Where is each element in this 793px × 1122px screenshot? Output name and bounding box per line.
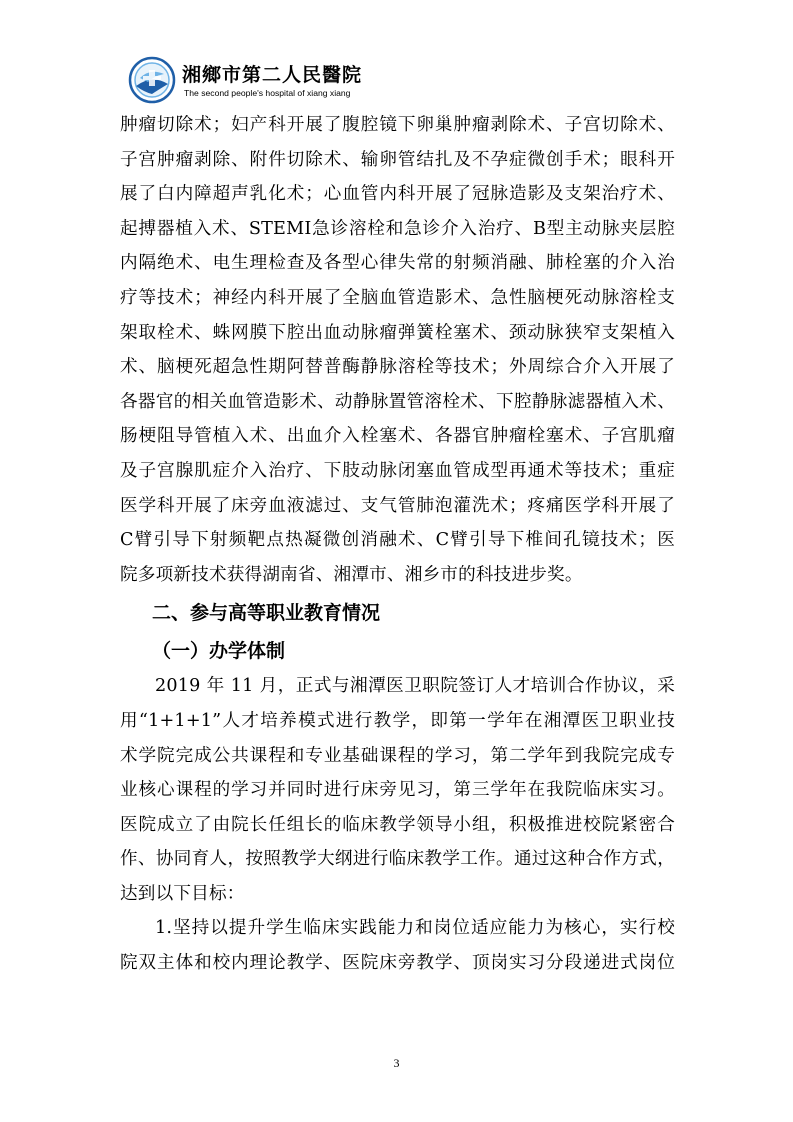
document-body <box>120 108 675 981</box>
text-line: 肠梗阻导管植入术、出血介入栓塞术、各器官肿瘤栓塞术、子宫肌瘤 <box>120 426 675 447</box>
subsection-heading: （一）办学体制 <box>152 640 286 663</box>
text-line: 术学院完成公共课程和专业基础课程的学习，第二学年到我院完成专 <box>120 745 675 766</box>
text-line: 1.坚持以提升学生临床实践能力和岗位适应能力为核心，实行校 <box>155 918 675 939</box>
text-line: 架取栓术、蛛网膜下腔出血动脉瘤弹簧栓塞术、颈动脉狭窄支架植入 <box>120 322 675 343</box>
text-line: 作、协同育人，按照教学大纲进行临床教学工作。通过这种合作方式， <box>120 849 675 870</box>
text-line: 医学科开展了床旁血液滤过、支气管肺泡灌洗术；疼痛医学科开展了 <box>120 495 675 516</box>
page-number: 3 <box>393 1056 400 1070</box>
text-line: 疗等技术；神经内科开展了全脑血管造影术、急性脑梗死动脉溶栓支 <box>120 287 675 308</box>
text-line: 内隔绝术、电生理检查及各型心律失常的射频消融、肺栓塞的介入治 <box>120 253 675 274</box>
paragraph-new-techniques <box>120 108 675 592</box>
hospital-name: 湘鄉市第二人民醫院 <box>182 64 363 86</box>
text-line: 及子宫腺肌症介入治疗、下肢动脉闭塞血管成型再通术等技术；重症 <box>120 460 675 481</box>
text-line: C臂引导下射频靶点热凝微创消融术、C臂引导下椎间孔镜技术；医 <box>120 530 675 551</box>
text-line: 达到以下目标： <box>120 883 245 904</box>
text-line: 业核心课程的学习并同时进行床旁见习，第三学年在我院临床实习。 <box>120 780 675 801</box>
text-line: 院多项新技术获得湖南省、湘潭市、湘乡市的科技进步奖。 <box>120 564 583 585</box>
text-line: 起搏器植入术、STEMI急诊溶栓和急诊介入治疗、B型主动脉夹层腔 <box>120 218 675 239</box>
text-line: 各器官的相关血管造影术、动静脉置管溶栓术、下腔静脉滤器植入术、 <box>120 391 675 412</box>
text-line: 术、脑梗死超急性期阿替普酶静脉溶栓等技术；外周综合介入开展了 <box>120 357 675 378</box>
text-line: 展了白内障超声乳化术；心血管内科开展了冠脉造影及支架治疗术、 <box>120 184 675 205</box>
text-line: 肿瘤切除术；妇产科开展了腹腔镜下卵巢肿瘤剥除术、子宫切除术、 <box>120 115 675 135</box>
text-line: 院双主体和校内理论教学、医院床旁教学、顶岗实习分段递进式岗位 <box>120 953 675 974</box>
page-header <box>128 56 448 106</box>
text-line: 用“1+1+1”人才培养模式进行教学，即第一学年在湘潭医卫职业技 <box>120 710 675 731</box>
text-line: 子宫肿瘤剥除、附件切除术、输卵管结扎及不孕症微创手术；眼科开 <box>120 149 675 170</box>
text-line: 2019 年 11 月，正式与湘潭医卫职院签订人才培训合作协议，采 <box>155 676 675 697</box>
hospital-name-en: The second people's hospital of xiang xiang <box>184 88 351 98</box>
hospital-logo-icon <box>128 56 176 104</box>
paragraph-school-system <box>120 669 675 980</box>
section-heading: 二、参与高等职业教育情况 <box>152 602 381 625</box>
text-line: 医院成立了由院长任组长的临床教学领导小组，积极推进校院紧密合 <box>120 814 675 835</box>
